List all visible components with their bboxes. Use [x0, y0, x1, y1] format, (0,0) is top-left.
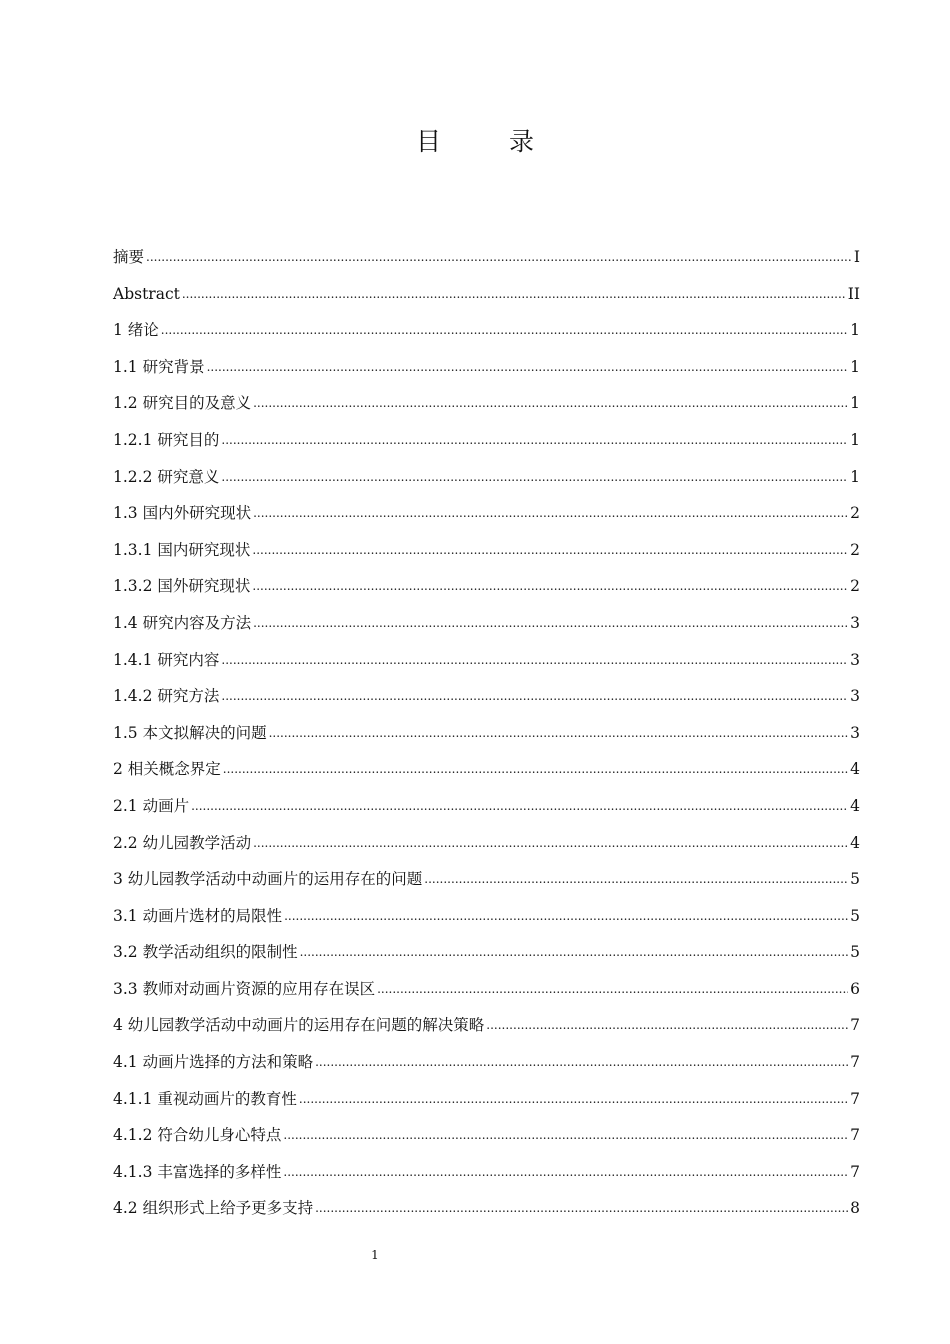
- toc-entry[interactable]: [113, 934, 860, 971]
- toc-entry-label: 1.2.1 研究目的: [113, 430, 220, 449]
- toc-entry-page: 6: [850, 979, 860, 998]
- toc-entry-label: 1.4 研究内容及方法: [113, 613, 252, 632]
- toc-leader-dots: [315, 1189, 848, 1227]
- toc-entry-page: 7: [850, 1162, 860, 1181]
- toc-entry[interactable]: [113, 971, 860, 1008]
- toc-entry-label: 3.1 动画片选材的局限性: [113, 906, 283, 925]
- toc-entry[interactable]: [113, 678, 860, 715]
- toc-entry-page: 2: [850, 540, 860, 559]
- toc-leader-dots: [315, 1043, 848, 1081]
- toc-leader-dots: [377, 970, 848, 1008]
- toc-entry-label: 4.1.2 符合幼儿身心特点: [113, 1126, 282, 1145]
- toc-leader-dots: [300, 933, 849, 971]
- toc-leader-dots: [283, 1153, 848, 1191]
- toc-leader-dots: [424, 860, 848, 898]
- toc-entry-page: 3: [850, 650, 860, 669]
- toc-entry-page: II: [847, 284, 860, 303]
- toc-entry-label: 4.1.1 重视动画片的教育性: [113, 1089, 297, 1108]
- toc-entry-label: 1.3.2 国外研究现状: [113, 577, 251, 596]
- toc-entry[interactable]: [113, 312, 860, 349]
- toc-entry[interactable]: [113, 422, 860, 459]
- page-title: 目 录: [416, 127, 564, 156]
- toc-entry[interactable]: [113, 1190, 860, 1227]
- toc-entry-page: 2: [850, 504, 860, 523]
- toc-entry-label: 1 绪论: [113, 321, 159, 340]
- toc-leader-dots: [223, 750, 848, 788]
- toc-entry-label: 摘要: [113, 248, 145, 266]
- toc-leader-dots: [253, 604, 848, 642]
- toc-entry-page: 2: [850, 577, 860, 596]
- toc-entry[interactable]: [113, 385, 860, 422]
- toc-entry-label: 3 幼儿园教学活动中动画片的运用存在的问题: [113, 870, 423, 889]
- toc-leader-dots: [161, 311, 848, 349]
- toc-entry-label: 4.1.3 丰富选择的多样性: [113, 1162, 282, 1181]
- toc-entry-label: 1.5 本文拟解决的问题: [113, 723, 267, 742]
- toc-entry[interactable]: [113, 1081, 860, 1118]
- toc-entry-label: 1.2 研究目的及意义: [113, 394, 252, 413]
- toc-leader-dots: [182, 275, 846, 313]
- page-number: 1: [371, 1248, 379, 1262]
- toc-entry[interactable]: [113, 788, 860, 825]
- toc-entry-page: 5: [850, 870, 860, 889]
- toc-entry-page: 3: [850, 613, 860, 632]
- toc-entry-page: 7: [850, 1053, 860, 1072]
- toc-entry[interactable]: [113, 751, 860, 788]
- toc-entry[interactable]: [113, 239, 860, 276]
- toc-entry[interactable]: [113, 1007, 860, 1044]
- toc-entry-label: 1.3 国内外研究现状: [113, 504, 252, 523]
- toc-entry[interactable]: [113, 532, 860, 569]
- toc-leader-dots: [191, 787, 848, 825]
- toc-leader-dots: [146, 238, 852, 276]
- toc-entry-page: 5: [850, 906, 860, 925]
- toc-entry[interactable]: [113, 349, 860, 386]
- toc-entry-label: 2.2 幼儿园教学活动: [113, 833, 252, 852]
- toc-leader-dots: [486, 1006, 848, 1044]
- toc-entry-page: 4: [850, 833, 860, 852]
- toc-leader-dots: [269, 714, 849, 752]
- toc-entry-page: 7: [850, 1126, 860, 1145]
- toc-entry-label: 2.1 动画片: [113, 796, 190, 815]
- toc-leader-dots: [221, 458, 848, 496]
- toc-entry-label: 4.1 动画片选择的方法和策略: [113, 1053, 314, 1072]
- toc-entry-page: 3: [850, 687, 860, 706]
- toc-entry-label: Abstract: [113, 284, 180, 303]
- toc-leader-dots: [221, 677, 848, 715]
- toc-entry-label: 1.2.2 研究意义: [113, 467, 220, 486]
- toc-entry-page: 1: [850, 430, 860, 449]
- toc-entry-label: 1.4.1 研究内容: [113, 650, 220, 669]
- toc-entry-label: 4 幼儿园教学活动中动画片的运用存在问题的解决策略: [113, 1016, 485, 1035]
- toc-entry[interactable]: [113, 1154, 860, 1191]
- toc-entry-label: 1.3.1 国内研究现状: [113, 540, 251, 559]
- toc-leader-dots: [221, 421, 848, 459]
- toc-entry[interactable]: [113, 642, 860, 679]
- toc-leader-dots: [253, 824, 848, 862]
- toc-entry-page: 7: [850, 1016, 860, 1035]
- toc-entry-page: 1: [850, 321, 860, 340]
- toc-entry-label: 1.4.2 研究方法: [113, 687, 220, 706]
- toc-entry-page: I: [853, 248, 860, 266]
- toc-entry[interactable]: [113, 1044, 860, 1081]
- toc-entry[interactable]: [113, 1117, 860, 1154]
- toc-entry[interactable]: [113, 276, 860, 313]
- toc-entry[interactable]: [113, 495, 860, 532]
- toc-entry-label: 1.1 研究背景: [113, 357, 205, 376]
- toc-leader-dots: [283, 1116, 848, 1154]
- toc-leader-dots: [299, 1080, 848, 1118]
- toc-leader-dots: [207, 348, 849, 386]
- toc-entry-page: 8: [850, 1199, 860, 1218]
- toc-entry-page: 3: [850, 723, 860, 742]
- toc-leader-dots: [221, 641, 848, 679]
- toc-entry-page: 7: [850, 1089, 860, 1108]
- toc-entry-label: 4.2 组织形式上给予更多支持: [113, 1199, 314, 1218]
- toc-entry[interactable]: [113, 898, 860, 935]
- toc-entry-page: 1: [850, 467, 860, 486]
- toc-entry-page: 1: [850, 357, 860, 376]
- toc-leader-dots: [252, 567, 848, 605]
- toc-entry-label: 2 相关概念界定: [113, 760, 221, 779]
- toc-entry-page: 4: [850, 796, 860, 815]
- toc-entry-label: 3.3 教师对动画片资源的应用存在误区: [113, 979, 376, 998]
- toc-entry-page: 1: [850, 394, 860, 413]
- toc-entry[interactable]: [113, 861, 860, 898]
- toc-entry-page: 5: [850, 943, 860, 962]
- toc-entry[interactable]: [113, 825, 860, 862]
- toc-entry-page: 4: [850, 760, 860, 779]
- toc-entry[interactable]: [113, 715, 860, 752]
- toc-leader-dots: [253, 384, 848, 422]
- toc-entry[interactable]: [113, 605, 860, 642]
- toc-entry[interactable]: [113, 459, 860, 496]
- table-of-contents: [113, 239, 860, 1227]
- toc-entry[interactable]: [113, 568, 860, 605]
- toc-leader-dots: [252, 531, 848, 569]
- toc-leader-dots: [284, 897, 848, 935]
- toc-entry-label: 3.2 教学活动组织的限制性: [113, 943, 298, 962]
- toc-leader-dots: [253, 494, 848, 532]
